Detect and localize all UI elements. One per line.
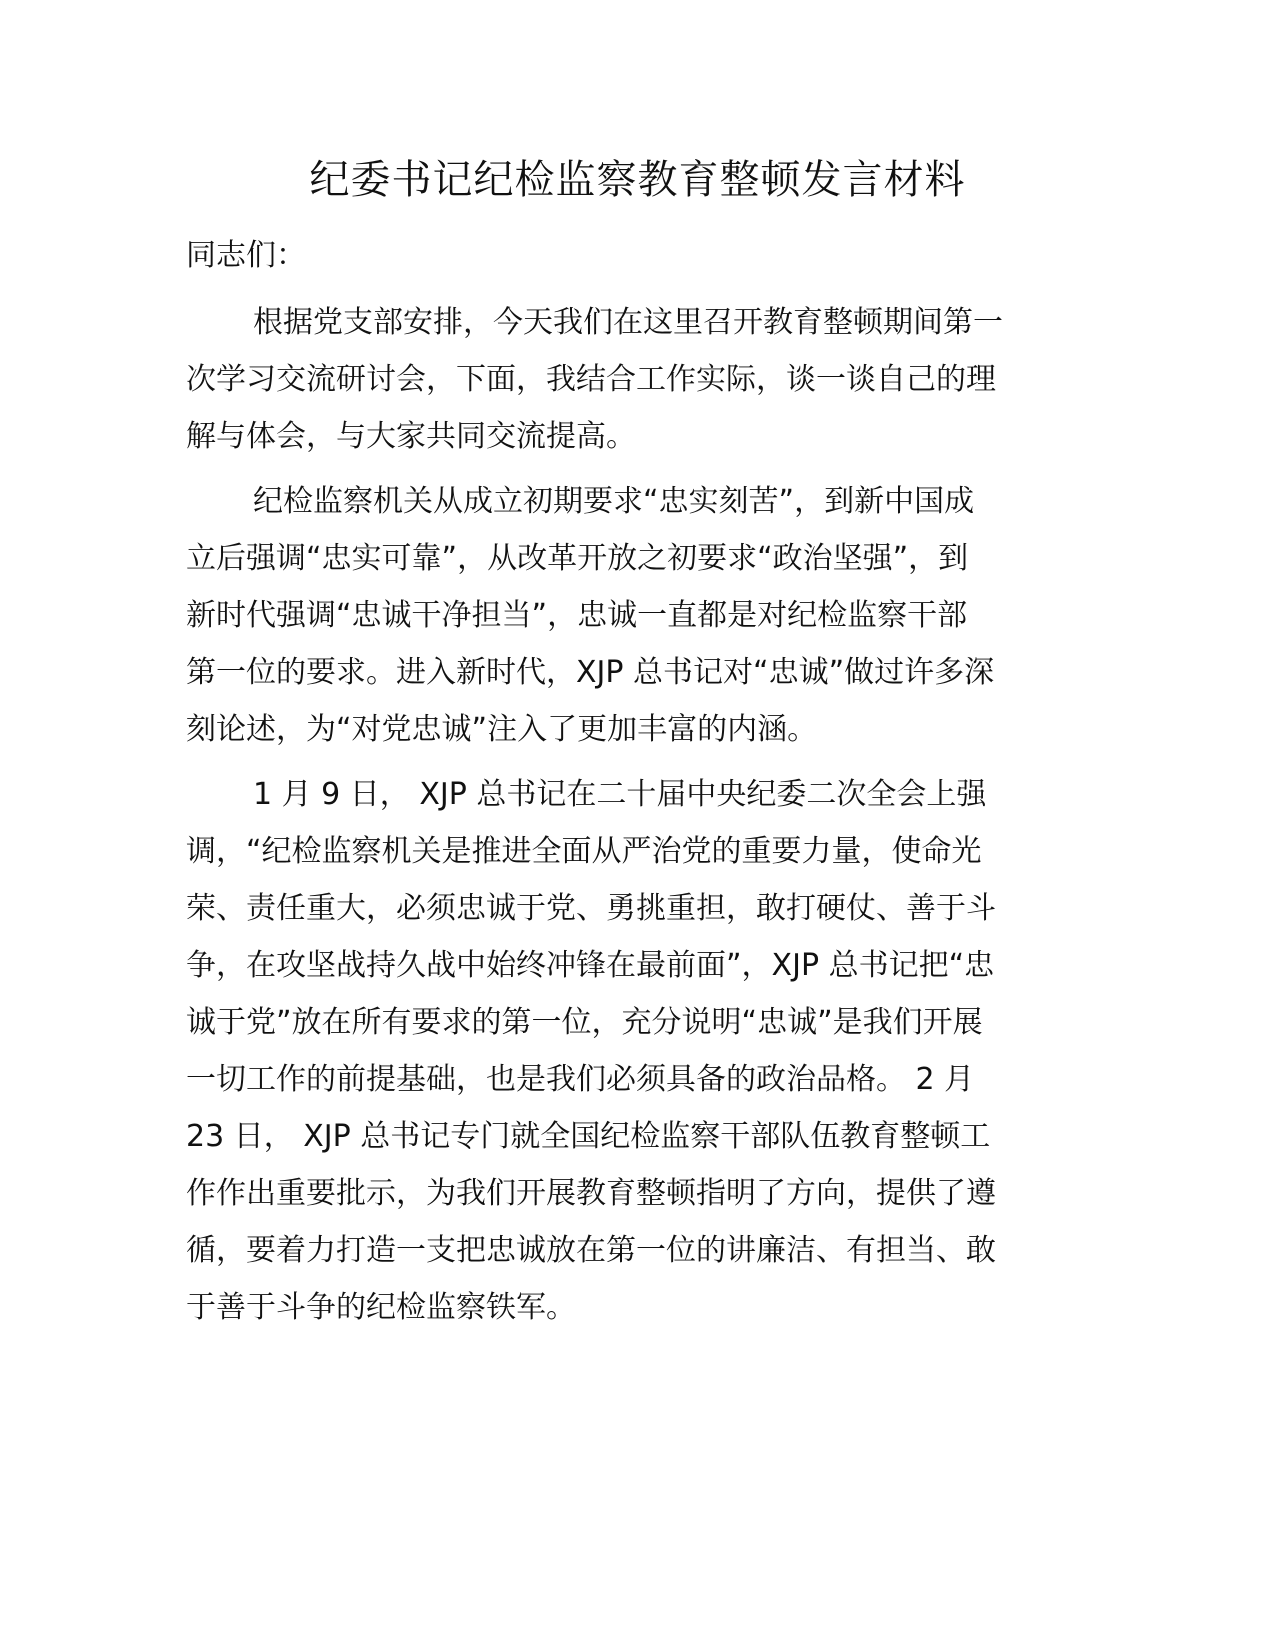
paragraph-line: 作作出重要批示，为我们开展教育整顿指明了方向，提供了遵 [186,1176,996,1211]
paragraph-line: 调，“纪检监察机关是推进全面从严治党的重要力量，使命光 [186,834,982,869]
paragraph-line: 第一位的要求。进入新时代，XJP 总书记对“忠诚”做过许多深 [186,655,995,690]
paragraph-line: 刻论述，为“对党忠诚”注入了更加丰富的内涵。 [186,712,818,747]
paragraph-1 [186,294,1086,465]
paragraph-line: 1 月 9 日， XJP 总书记在二十届中央纪委二次全会上强 [253,777,987,812]
paragraph-gap [186,286,1086,294]
paragraph-line: 立后强调“忠实可靠”，从改革开放之初要求“政治坚强”，到 [186,541,969,576]
paragraph-line: 解与体会，与大家共同交流提高。 [186,419,636,454]
paragraph-line: 诚于党”放在所有要求的第一位，充分说明“忠诚”是我们开展 [186,1005,983,1040]
paragraph-line: 23 日， XJP 总书记专门就全国纪检监察干部队伍教育整顿工 [186,1119,991,1154]
paragraph-line: 新时代强调“忠诚干净担当”，忠诚一直都是对纪检监察干部 [186,598,968,633]
paragraph-3 [186,766,1086,1336]
paragraph-gap [186,465,1086,473]
paragraph-line: 于善于斗争的纪检监察铁军。 [186,1290,576,1325]
paragraph-line: 根据党支部安排，今天我们在这里召开教育整顿期间第一 [253,305,1003,340]
document-body [186,226,1086,1336]
paragraph-line: 一切工作的前提基础，也是我们必须具备的政治品格。 2 月 [186,1062,975,1097]
salutation: 同志们： [186,238,306,273]
paragraph-line: 循，要着力打造一支把忠诚放在第一位的讲廉洁、有担当、敢 [186,1233,996,1268]
paragraph-2 [186,473,1086,758]
paragraph-line: 纪检监察机关从成立初期要求“忠实刻苦”，到新中国成 [253,484,975,519]
paragraph-line: 荣、责任重大，必须忠诚于党、勇挑重担，敢打硬仗、善于斗 [186,891,996,926]
paragraph-line: 争，在攻坚战持久战中始终冲锋在最前面”，XJP 总书记把“忠 [186,948,995,983]
paragraph-line: 次学习交流研讨会，下面，我结合工作实际，谈一谈自己的理 [186,362,996,397]
document-title: 纪委书记纪检监察教育整顿发言材料 [309,157,966,203]
paragraph-gap [186,758,1086,766]
